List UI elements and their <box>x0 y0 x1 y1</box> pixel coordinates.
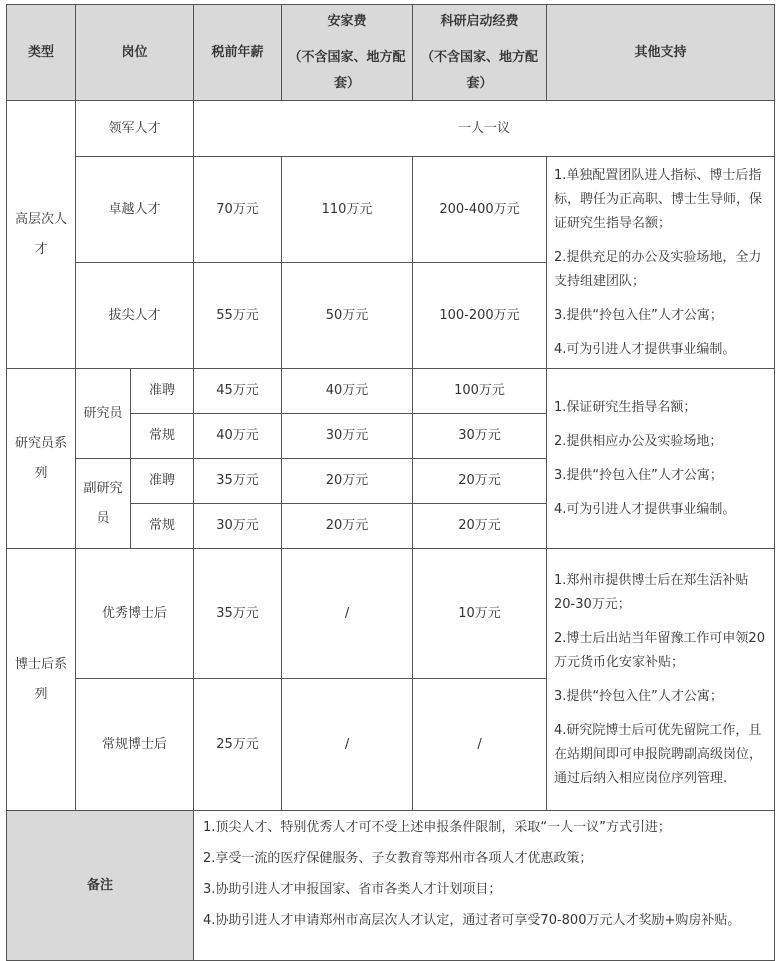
research-outstanding: 200-400万元 <box>413 157 547 263</box>
leader-merged-value: 一人一议 <box>194 101 775 157</box>
research-value: 100万元 <box>413 369 547 414</box>
research-value: 20万元 <box>413 504 547 549</box>
position-excellent-postdoc: 优秀博士后 <box>76 549 194 679</box>
remarks-row <box>7 811 775 961</box>
subcategory-researcher: 研究员 <box>76 369 131 459</box>
table-row <box>7 369 775 414</box>
grade-label: 常规 <box>131 414 194 459</box>
support-item: 1.保证研究生指导名额； <box>554 399 697 415</box>
salary-outstanding: 70万元 <box>194 157 282 263</box>
table-header-row <box>7 5 775 101</box>
support-item: 4.可为引进人才提供事业编制。 <box>554 341 736 357</box>
category-postdoc: 博士后系列 <box>7 549 76 811</box>
salary-topnotch: 55万元 <box>194 263 282 369</box>
support-item: 2.提供充足的办公及实验场地，全力支持组建团队； <box>554 249 762 289</box>
position-leader: 领军人才 <box>76 101 194 157</box>
header-type: 类型 <box>7 5 76 101</box>
category-researcher: 研究员系列 <box>7 369 76 549</box>
remark-item: 4.协助引进人才申请郑州市高层次人才认定，通过者可享受70-800万元人才奖励+购房补贴。 <box>203 913 741 928</box>
research-topnotch: 100-200万元 <box>413 263 547 369</box>
talent-policy-table <box>6 4 775 961</box>
support-postdoc <box>547 549 775 811</box>
table-row <box>7 549 775 679</box>
header-housing-sub: （不含国家、地方配套） <box>288 49 406 91</box>
header-housing <box>282 5 413 101</box>
support-item: 2.博士后出站当年留豫工作可申领20万元货币化安家补贴； <box>554 630 765 670</box>
header-position: 岗位 <box>76 5 194 101</box>
salary-value: 45万元 <box>194 369 282 414</box>
grade-label: 常规 <box>131 504 194 549</box>
support-item: 3.提供“拎包入住”人才公寓； <box>554 467 723 483</box>
housing-excellent-postdoc: / <box>282 549 413 679</box>
salary-excellent-postdoc: 35万元 <box>194 549 282 679</box>
grade-label: 准聘 <box>131 459 194 504</box>
support-researcher <box>547 369 775 549</box>
remarks-label: 备注 <box>7 811 194 961</box>
salary-regular-postdoc: 25万元 <box>194 679 282 811</box>
salary-value: 30万元 <box>194 504 282 549</box>
table-row <box>7 101 775 157</box>
support-item: 1.郑州市提供博士后在郑生活补贴20-30万元； <box>554 572 749 612</box>
housing-regular-postdoc: / <box>282 679 413 811</box>
header-salary: 税前年薪 <box>194 5 282 101</box>
remark-item: 3.协助引进人才申报国家、省市各类人才计划项目； <box>203 882 502 897</box>
header-housing-title: 安家费 <box>327 13 367 29</box>
housing-value: 40万元 <box>282 369 413 414</box>
subcategory-associate: 副研究员 <box>76 459 131 549</box>
position-regular-postdoc: 常规博士后 <box>76 679 194 811</box>
header-research-sub: （不含国家、地方配套） <box>421 49 539 91</box>
position-topnotch: 拔尖人才 <box>76 263 194 369</box>
support-item: 1.单独配置团队进人指标、博士后指标，聘任为正高职、博士生导师，保证研究生指导名额； <box>554 167 763 231</box>
header-other: 其他支持 <box>547 5 775 101</box>
header-research <box>413 5 547 101</box>
housing-value: 20万元 <box>282 459 413 504</box>
table-row <box>7 157 775 263</box>
position-outstanding: 卓越人才 <box>76 157 194 263</box>
support-item: 4.研究院博士后可优先留院工作，且在站期间即可申报院聘副高级岗位，通过后纳入相应岗位序列管理. <box>554 722 763 786</box>
support-high-level <box>547 157 775 369</box>
research-value: 20万元 <box>413 459 547 504</box>
research-excellent-postdoc: 10万元 <box>413 549 547 679</box>
salary-value: 35万元 <box>194 459 282 504</box>
support-item: 2.提供相应办公及实验场地； <box>554 433 723 449</box>
research-regular-postdoc: / <box>413 679 547 811</box>
header-research-title: 科研启动经费 <box>440 13 519 29</box>
housing-value: 30万元 <box>282 414 413 459</box>
housing-topnotch: 50万元 <box>282 263 413 369</box>
category-high-level: 高层次人才 <box>7 101 76 369</box>
remark-item: 2.享受一流的医疗保健服务、子女教育等郑州市各项人才优惠政策； <box>203 851 593 866</box>
remarks-content <box>194 811 775 961</box>
grade-label: 准聘 <box>131 369 194 414</box>
salary-value: 40万元 <box>194 414 282 459</box>
housing-outstanding: 110万元 <box>282 157 413 263</box>
remark-item: 1.顶尖人才、特别优秀人才可不受上述申报条件限制，采取“一人一议”方式引进； <box>203 820 671 835</box>
support-item: 4.可为引进人才提供事业编制。 <box>554 501 736 517</box>
support-item: 3.提供“拎包入住”人才公寓； <box>554 688 723 704</box>
support-item: 3.提供“拎包入住”人才公寓； <box>554 307 723 323</box>
research-value: 30万元 <box>413 414 547 459</box>
housing-value: 20万元 <box>282 504 413 549</box>
